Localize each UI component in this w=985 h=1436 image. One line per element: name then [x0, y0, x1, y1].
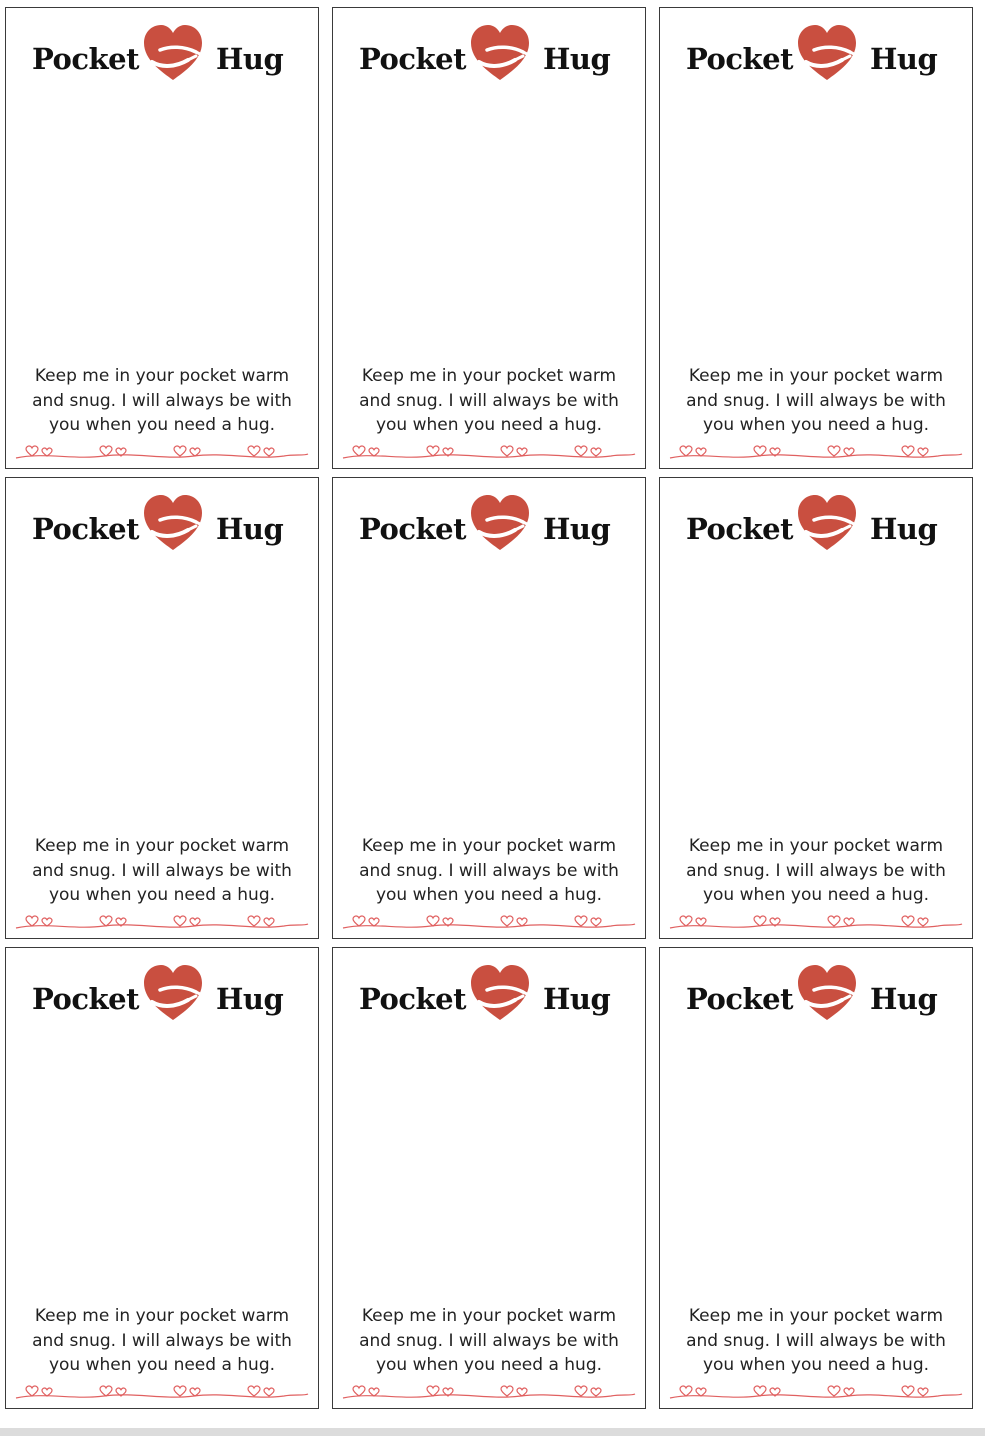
heart-garland-decoration: [14, 912, 310, 932]
message-line: Keep me in your pocket warm: [688, 1306, 944, 1326]
heart-hug-icon: [467, 22, 533, 84]
title-pocket: Pocket: [32, 42, 139, 76]
card-message: [333, 834, 645, 908]
message-line: you when you need a hug.: [702, 1355, 930, 1375]
message-line: you when you need a hug.: [702, 885, 930, 905]
message-line: you when you need a hug.: [375, 1355, 603, 1375]
message-line: you when you need a hug.: [48, 1355, 276, 1375]
card-header: [333, 962, 645, 1034]
message-line: Keep me in your pocket warm: [688, 366, 944, 386]
card-header: [333, 492, 645, 564]
heart-garland-decoration: [14, 442, 310, 462]
card-header: [6, 492, 318, 564]
page-bottom-edge: [0, 1428, 985, 1436]
message-line: you when you need a hug.: [48, 415, 276, 435]
message-line: and snug. I will always be with: [32, 390, 292, 411]
message-line: and snug. I will always be with: [359, 390, 619, 411]
message-line: Keep me in your pocket warm: [361, 366, 617, 386]
message-line: and snug. I will always be with: [32, 1330, 292, 1351]
title-pocket: Pocket: [32, 982, 139, 1016]
message-line: and snug. I will always be with: [32, 860, 292, 881]
title-hug: Hug: [543, 982, 611, 1016]
card-header: [660, 962, 972, 1034]
message-line: you when you need a hug.: [702, 415, 930, 435]
heart-hug-icon: [794, 962, 860, 1024]
message-line: Keep me in your pocket warm: [688, 836, 944, 856]
card-message: [333, 364, 645, 438]
heart-garland-decoration: [668, 912, 964, 932]
card-header: [333, 22, 645, 94]
message-line: you when you need a hug.: [48, 885, 276, 905]
pocket-hug-card: [659, 947, 973, 1409]
card-message: [333, 1304, 645, 1378]
pocket-hug-card: [332, 947, 646, 1409]
message-line: and snug. I will always be with: [686, 390, 946, 411]
message-line: and snug. I will always be with: [359, 860, 619, 881]
pocket-hug-card: [5, 477, 319, 939]
card-message: [660, 1304, 972, 1378]
message-line: you when you need a hug.: [375, 885, 603, 905]
heart-hug-icon: [467, 492, 533, 554]
heart-hug-icon: [794, 22, 860, 84]
message-line: and snug. I will always be with: [359, 1330, 619, 1351]
title-pocket: Pocket: [359, 512, 466, 546]
pocket-hug-card: [659, 7, 973, 469]
pocket-hug-card: [5, 7, 319, 469]
title-pocket: Pocket: [686, 982, 793, 1016]
pocket-hug-card: [332, 477, 646, 939]
card-message: [660, 364, 972, 438]
heart-garland-decoration: [668, 1382, 964, 1402]
title-pocket: Pocket: [686, 512, 793, 546]
title-hug: Hug: [216, 982, 284, 1016]
title-hug: Hug: [543, 42, 611, 76]
card-message: [660, 834, 972, 908]
title-hug: Hug: [216, 512, 284, 546]
message-line: Keep me in your pocket warm: [361, 1306, 617, 1326]
card-message: [6, 1304, 318, 1378]
heart-hug-icon: [140, 492, 206, 554]
pocket-hug-card: [332, 7, 646, 469]
pocket-hug-card: [5, 947, 319, 1409]
card-message: [6, 364, 318, 438]
title-hug: Hug: [543, 512, 611, 546]
pocket-hug-card: [659, 477, 973, 939]
message-line: Keep me in your pocket warm: [34, 1306, 290, 1326]
heart-hug-icon: [140, 22, 206, 84]
heart-garland-decoration: [341, 1382, 637, 1402]
title-hug: Hug: [870, 982, 938, 1016]
card-header: [660, 492, 972, 564]
title-hug: Hug: [870, 42, 938, 76]
heart-garland-decoration: [341, 442, 637, 462]
heart-hug-icon: [794, 492, 860, 554]
heart-garland-decoration: [341, 912, 637, 932]
heart-garland-decoration: [14, 1382, 310, 1402]
title-hug: Hug: [216, 42, 284, 76]
title-pocket: Pocket: [359, 982, 466, 1016]
title-pocket: Pocket: [32, 512, 139, 546]
heart-garland-decoration: [668, 442, 964, 462]
card-message: [6, 834, 318, 908]
title-hug: Hug: [870, 512, 938, 546]
title-pocket: Pocket: [359, 42, 466, 76]
card-header: [660, 22, 972, 94]
message-line: and snug. I will always be with: [686, 1330, 946, 1351]
message-line: Keep me in your pocket warm: [361, 836, 617, 856]
message-line: Keep me in your pocket warm: [34, 836, 290, 856]
heart-hug-icon: [467, 962, 533, 1024]
title-pocket: Pocket: [686, 42, 793, 76]
message-line: you when you need a hug.: [375, 415, 603, 435]
heart-hug-icon: [140, 962, 206, 1024]
message-line: and snug. I will always be with: [686, 860, 946, 881]
message-line: Keep me in your pocket warm: [34, 366, 290, 386]
card-header: [6, 962, 318, 1034]
card-header: [6, 22, 318, 94]
